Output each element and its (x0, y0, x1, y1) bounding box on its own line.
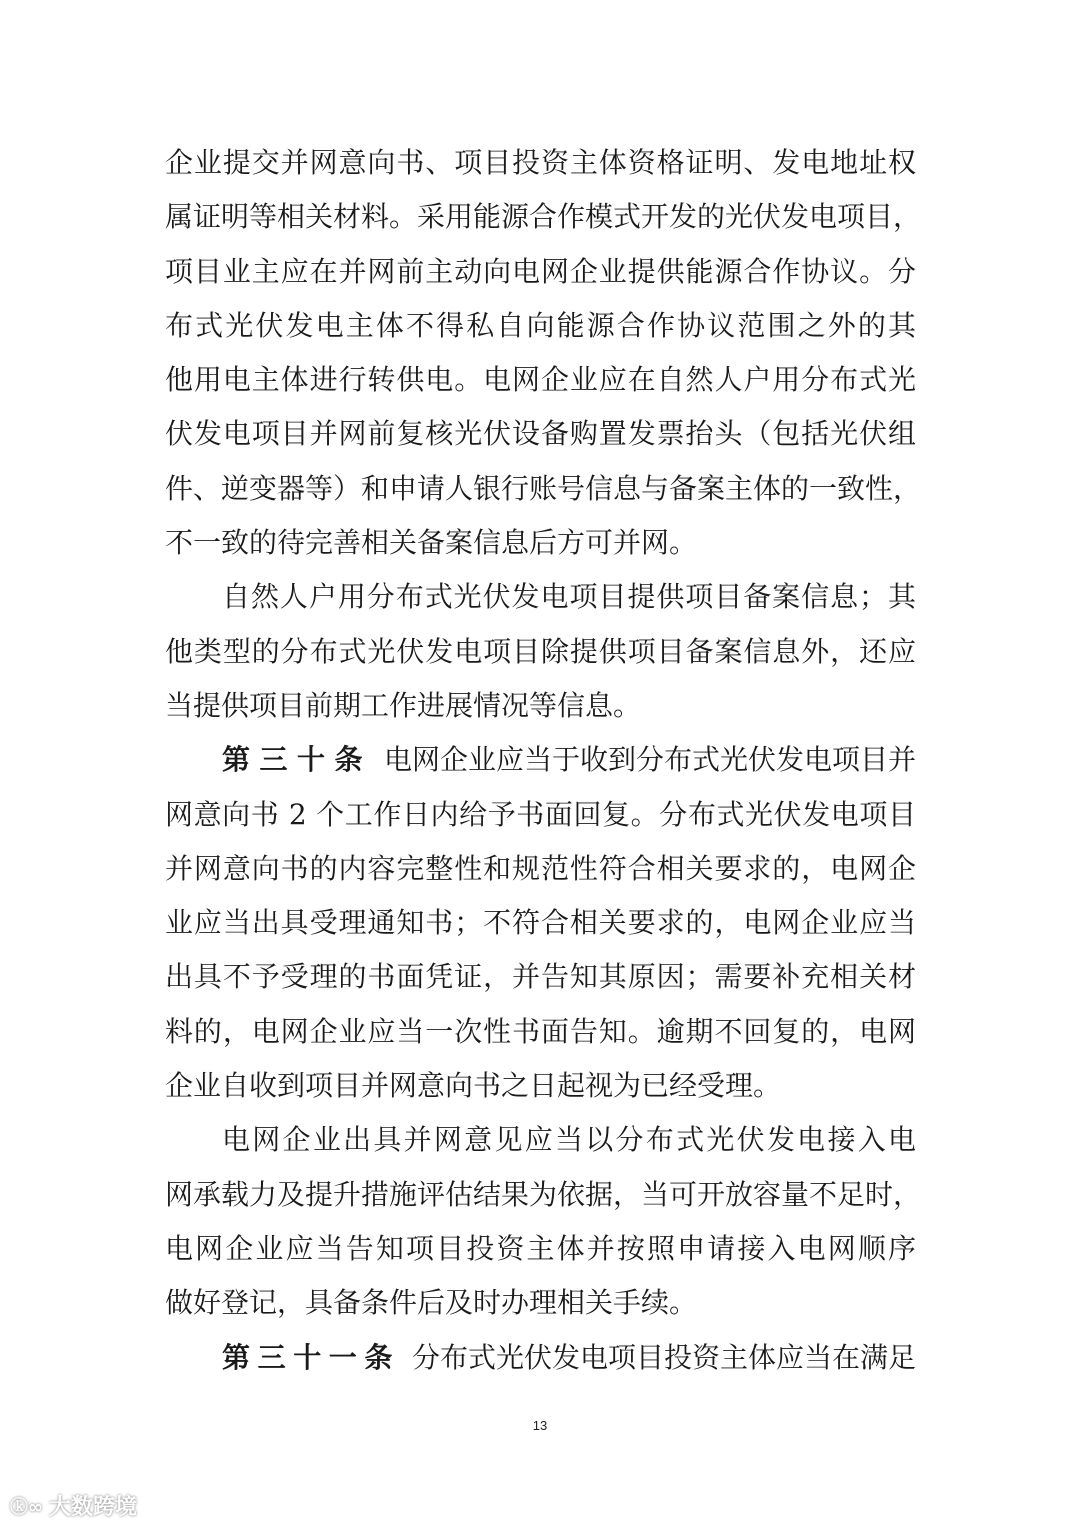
line-text: 电网企业应当于收到分布式光伏发电项目并 (384, 743, 917, 777)
text-line (165, 1168, 922, 1222)
text-line (165, 950, 916, 1004)
line-text: 并网意向书的内容完整性和规范性符合相关要求的，电网企 (165, 851, 916, 885)
line-text: 不一致的待完善相关备案信息后方可并网。 (165, 526, 698, 560)
text-line (165, 842, 916, 896)
text-line (165, 1059, 916, 1113)
page-number: 13 (532, 1418, 548, 1433)
line-text: 网意向书 2 个工作日内给予书面回复。分布式光伏发电项目 (165, 797, 916, 831)
article-number: 第三十条 (222, 743, 372, 777)
text-line (165, 1276, 916, 1330)
text-line (165, 407, 916, 461)
line-text: 属证明等相关材料。采用能源合作模式开发的光伏发电项目， (165, 200, 922, 234)
text-line (165, 679, 916, 733)
line-text: 布式光伏发电主体不得私自向能源合作协议范围之外的其 (165, 308, 916, 342)
text-line (165, 570, 916, 624)
text-line (165, 190, 922, 244)
text-line (165, 299, 916, 353)
text-line (165, 1222, 916, 1276)
line-text: 电网企业出具并网意见应当以分布式光伏发电接入电 (222, 1123, 916, 1157)
text-line (165, 788, 916, 842)
line-text: 出具不予受理的书面凭证，并告知其原因；需要补充相关材 (165, 960, 916, 994)
article-number: 第三十一条 (222, 1340, 400, 1374)
watermark-logo-icon: ⓚ∞ (10, 1496, 43, 1518)
text-line (165, 1113, 916, 1167)
article-heading-line (165, 1331, 916, 1385)
line-text: 料的，电网企业应当一次性书面告知。逾期不回复的，电网 (165, 1014, 916, 1048)
document-body (165, 136, 922, 1385)
line-text: 业应当出具受理通知书；不符合相关要求的，电网企业应当 (165, 906, 916, 940)
text-line (165, 462, 922, 516)
line-text: 项目业主应在并网前主动向电网企业提供能源合作协议。分 (165, 254, 916, 288)
line-text: 电网企业应当告知项目投资主体并按照申请接入电网顺序 (165, 1231, 916, 1265)
watermark (10, 1490, 137, 1521)
line-text: 他类型的分布式光伏发电项目除提供项目备案信息外，还应 (165, 634, 916, 668)
text-line (165, 136, 916, 190)
text-line (165, 625, 916, 679)
text-line (165, 516, 916, 570)
text-line (165, 245, 916, 299)
line-text: 自然人户用分布式光伏发电项目提供项目备案信息；其 (222, 580, 916, 614)
line-text: 件、逆变器等）和申请人银行账号信息与备案主体的一致性， (165, 471, 922, 505)
line-text: 伏发电项目并网前复核光伏设备购置发票抬头（包括光伏组 (165, 417, 916, 451)
line-text: 当提供项目前期工作进展情况等信息。 (165, 688, 642, 722)
text-line (165, 353, 916, 407)
line-text: 企业自收到项目并网意向书之日起视为已经受理。 (165, 1069, 782, 1103)
article-heading-line (165, 733, 916, 787)
text-line (165, 896, 916, 950)
watermark-text: 大数跨境 (49, 1495, 138, 1520)
text-line (165, 1005, 916, 1059)
line-text: 企业提交并网意向书、项目投资主体资格证明、发电地址权 (165, 146, 916, 179)
line-text: 分布式光伏发电项目投资主体应当在满足 (412, 1340, 917, 1374)
line-text: 他用电主体进行转供电。电网企业应在自然人户用分布式光 (165, 363, 916, 397)
line-text: 网承载力及提升措施评估结果为依据，当可开放容量不足时， (165, 1177, 922, 1211)
line-text: 做好登记，具备条件后及时办理相关手续。 (165, 1286, 698, 1320)
